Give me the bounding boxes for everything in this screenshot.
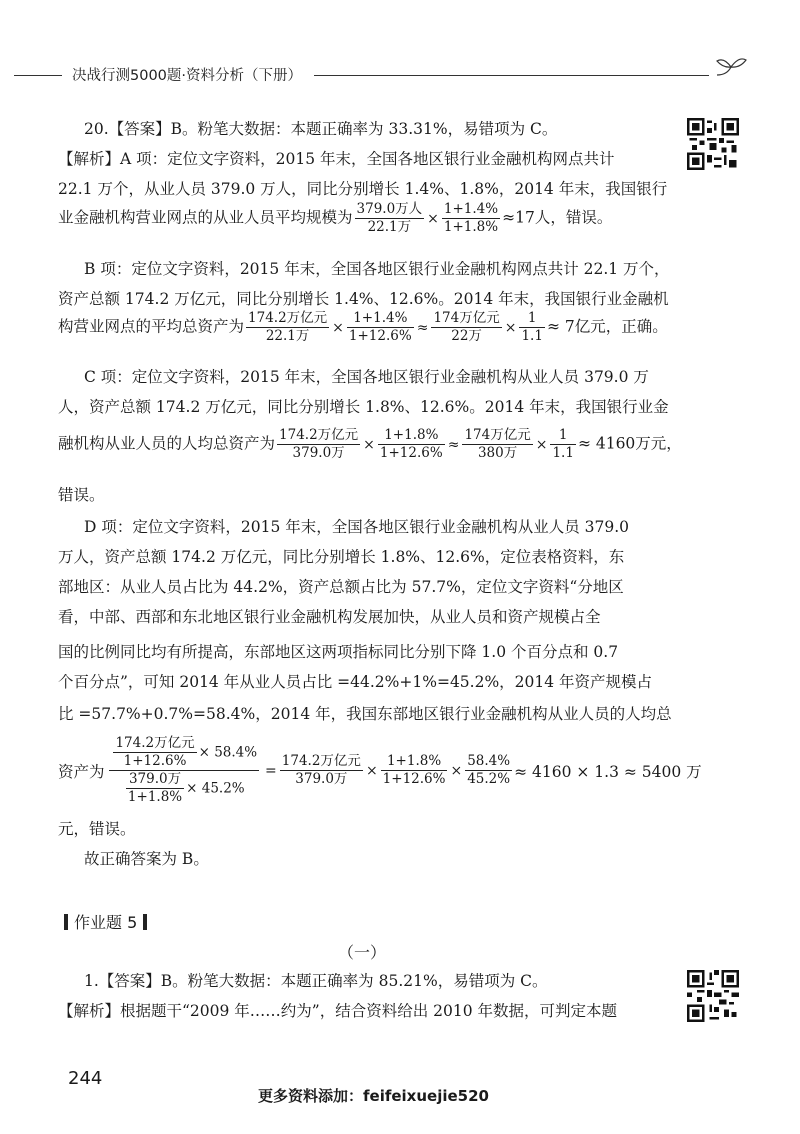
fraction [280, 753, 363, 788]
numerator: 1+1.4% [443, 201, 499, 217]
answer-line-q20: 20.【答案】B。粉笔大数据：本题正确率为 33.31%，易错项为 C。 [84, 120, 558, 138]
numerator: 379.0万人 [356, 201, 423, 217]
numerator: 1+1.8% [381, 753, 448, 771]
fraction [126, 771, 184, 806]
explanation-d-line1: D 项：定位文字资料，2015 年末，全国各地区银行业金融机构从业人员 379.0 [84, 518, 630, 536]
denominator: 22.1万 [367, 219, 412, 235]
header-rule-right [314, 75, 709, 76]
numerator: 174.2万亿元 [248, 310, 328, 326]
explanation-d-line9: 元，错误。 [58, 820, 136, 838]
fraction [378, 427, 445, 462]
denominator: 22万 [451, 328, 482, 344]
multiplier: × 45.2% [186, 780, 245, 797]
explanation-d-line4: 看，中部、西部和东北地区银行业金融机构发展加快，从业人员和资产规模占全 [58, 608, 601, 626]
section-heading [58, 910, 153, 933]
explanation-a-formula-line [58, 201, 658, 236]
numerator: 174.2万亿元 [115, 735, 195, 751]
denominator: 45.2% [467, 771, 511, 787]
conclusion: 故正确答案为 B。 [84, 850, 209, 868]
explanation-d-line2: 万人，资产总额 174.2 万亿元，同比分别增长 1.8%、12.6%，定位表格资料，东 [58, 548, 625, 566]
approx-sign: ≈ [447, 436, 460, 453]
fraction [519, 310, 544, 345]
denominator: 22.1万 [265, 328, 310, 344]
numerator: 174万亿元 [464, 427, 531, 443]
times-sign: × [363, 436, 375, 453]
fraction [113, 735, 196, 770]
fraction [355, 201, 425, 236]
running-header [14, 62, 749, 88]
numerator: 1+1.8% [378, 427, 445, 445]
explanation-d-line7: 比 =57.7%+0.7%=58.4%，2014 年，我国东部地区银行业金融机构从业人员的人均总 [58, 705, 672, 723]
sprout-icon [713, 54, 749, 80]
numerator: 174万亿元 [433, 310, 500, 326]
fraction [347, 310, 414, 345]
text: 资产为 [58, 762, 105, 781]
section-title: 作业题 5 [74, 913, 138, 932]
explanation-a-line1: 【解析】A 项：定位文字资料，2015 年末，全国各地区银行业金融机构网点共计 [58, 150, 615, 168]
qr-code-icon [687, 118, 739, 170]
numerator: 1 [519, 310, 544, 328]
denominator: 1.1 [521, 328, 543, 344]
header-rule-left [14, 75, 62, 76]
text: 融机构从业人员的人均总资产为 [58, 434, 276, 453]
times-sign: × [535, 436, 548, 453]
numerator: 379.0万 [126, 771, 184, 789]
times-sign: × [427, 210, 439, 227]
qr-code-icon [687, 970, 739, 1022]
fraction [277, 427, 360, 462]
explanation-c-formula-line [58, 427, 682, 462]
denominator: 379.0万 [295, 771, 348, 787]
fraction [246, 310, 329, 345]
fraction [442, 201, 500, 236]
header-title: 决战行测5000题·资料分析（下册） [72, 68, 303, 84]
explanation-b-line1: B 项：定位文字资料，2015 年末，全国各地区银行业金融机构网点共计 22.1 万个， [84, 260, 670, 278]
explanation-d-line3: 部地区：从业人员占比为 44.2%，资产总额占比为 57.7%，定位文字资料“分地区 [58, 578, 624, 596]
text: ≈ 7亿元，正确。 [546, 317, 668, 336]
text: ≈ 4160 × 1.3 ≈ 5400 万 [514, 762, 702, 781]
approx-sign: ≈ [416, 319, 429, 336]
subsection-heading: （一） [338, 943, 387, 962]
times-sign: × [504, 319, 517, 336]
numerator: 1+1.4% [347, 310, 414, 328]
explanation-b-line2: 资产总额 174.2 万亿元，同比分别增长 1.4%、12.6%。2014 年末，我国银行业金融机 [58, 290, 669, 308]
text: ≈ 4160万元， [577, 434, 682, 453]
compound-denominator [109, 771, 259, 806]
denominator: 1+1.8% [443, 219, 499, 235]
explanation-a-line2: 22.1 万个，从业人员 379.0 万人，同比分别增长 1.4%、1.8%，2014 年末，我国银行 [58, 180, 668, 198]
numerator: 58.4% [467, 753, 511, 769]
heading-bar [143, 914, 147, 930]
times-sign: × [365, 762, 378, 779]
denominator: 1+12.6% [348, 328, 412, 344]
text: 业金融机构营业网点的从业人员平均规模为 [58, 208, 353, 227]
denominator: 1+1.8% [127, 789, 183, 805]
fraction [462, 427, 532, 462]
explanation-d-line6: 个百分点”，可知 2014 年从业人员占比 =44.2%+1%=45.2%，2014 年资产规模占 [58, 673, 653, 691]
explanation-b-formula-line [58, 310, 668, 345]
text: ≈17人，错误。 [502, 208, 613, 227]
times-sign: × [332, 319, 344, 336]
explanation-c-line4: 错误。 [58, 486, 105, 504]
explanation-d-line5: 国的比例同比均有所提高，东部地区这两项指标同比分别下降 1.0 个百分点和 0.7 [58, 643, 619, 661]
denominator: 1+12.6% [379, 445, 443, 461]
heading-bar [64, 914, 68, 930]
fraction [465, 753, 512, 788]
answer-line-q1: 1.【答案】B。粉笔大数据：本题正确率为 85.21%，易错项为 C。 [84, 972, 548, 990]
numerator: 174.2万亿元 [281, 753, 361, 769]
denominator: 1+12.6% [123, 753, 187, 769]
numerator: 1 [550, 427, 575, 445]
times-sign: × [450, 762, 463, 779]
fraction [381, 753, 448, 788]
compound-numerator [109, 735, 259, 771]
explanation-d-formula [58, 735, 702, 806]
denominator: 379.0万 [292, 445, 345, 461]
explanation-c-line1: C 项：定位文字资料，2015 年末，全国各地区银行业金融机构从业人员 379.0 万 [84, 368, 649, 386]
multiplier: × 58.4% [198, 744, 258, 761]
denominator: 1.1 [552, 445, 574, 461]
footer-note: 更多资料添加：feifeixuejie520 [258, 1087, 489, 1105]
equals-sign: = [265, 762, 277, 779]
numerator: 174.2万亿元 [279, 427, 359, 443]
explanation-c-line2: 人，资产总额 174.2 万亿元，同比分别增长 1.8%、12.6%。2014 年末，我国银行业金 [58, 398, 669, 416]
denominator: 380万 [477, 445, 518, 461]
compound-fraction [109, 735, 259, 806]
explanation-q1-line1: 【解析】根据题干“2009 年……约为”，结合资料给出 2010 年数据，可判定本题 [58, 1002, 618, 1020]
text: 构营业网点的平均总资产为 [58, 317, 245, 336]
page-number: 244 [68, 1068, 103, 1089]
fraction [431, 310, 501, 345]
fraction [550, 427, 575, 462]
denominator: 1+12.6% [382, 771, 446, 787]
